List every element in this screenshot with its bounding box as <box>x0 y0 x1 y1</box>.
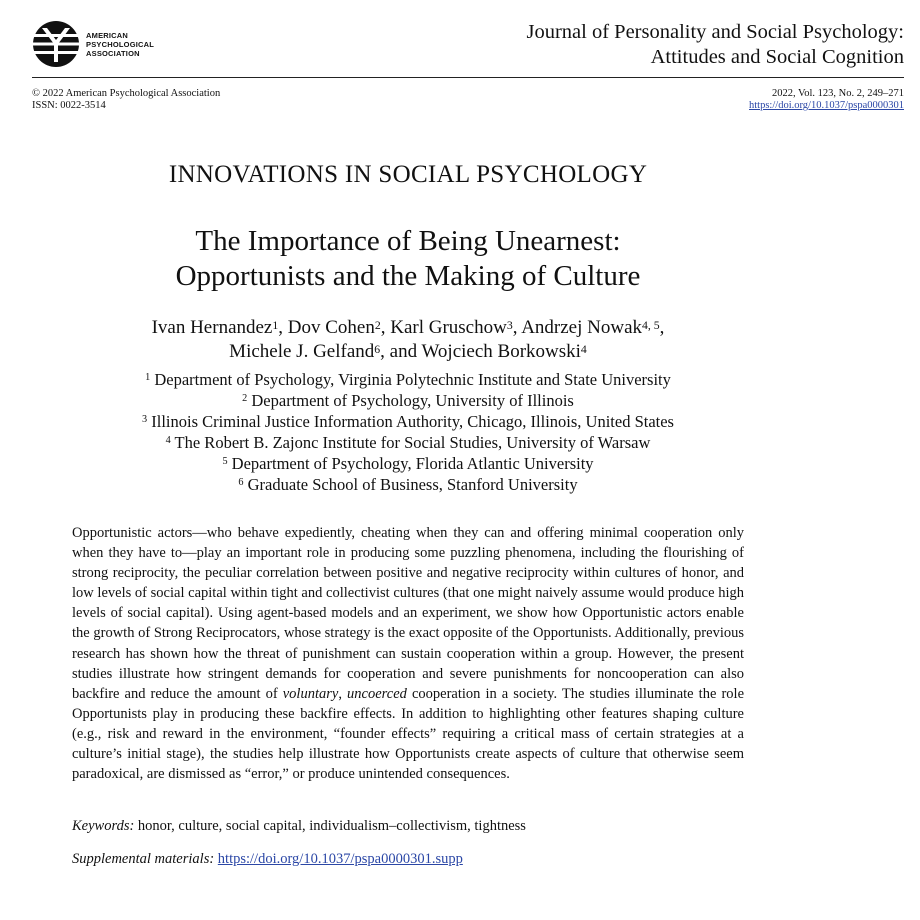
author-affil-marker: 1 <box>272 319 279 332</box>
affiliation-text: Graduate School of Business, Stanford University <box>247 475 578 494</box>
author-name: Andrzej Nowak <box>521 317 643 338</box>
abstract-text-part1: Opportunistic actors—who behave expediently, cheating when they can and offering minimal cooperation only when they have to—play an important role in producing some puzzling phenomena, including the flourishing of strong reciprocity, the peculiar correlation between positive and negative reciprocity within cultures of honor, and low levels of social capital within tight and collectivist cultures (that one might naively assume would produce high levels of social capital). Using agent-based models and an experiment, we show how Opportunistic actors enable the growth of Strong Reciprocators, whose strategy is the exact opposite of the Opportunists. Additionally, previous research has shown how the threat of punishment can sustain cooperation within a group. However, the present studies illustrate how stringent demands for cooperation and severe punishments for noncooperation can also backfire and reduce the amount of <box>72 525 744 702</box>
affiliation-text: Department of Psychology, Virginia Polytechnic Institute and State University <box>154 370 671 389</box>
affiliation-item <box>0 474 816 495</box>
publisher-name <box>86 31 154 58</box>
author-name: Ivan Hernandez <box>151 317 273 338</box>
journal-title-line2: Attitudes and Social Cognition <box>650 46 904 68</box>
affiliation-marker: 3 <box>142 414 148 425</box>
article-title <box>0 224 816 294</box>
abstract-separator: , <box>338 685 348 702</box>
supplemental-link[interactable]: https://doi.org/10.1037/pspa0000301.supp <box>217 851 463 867</box>
abstract-emphasis-uncoerced: uncoerced <box>347 685 407 702</box>
abstract <box>72 523 744 784</box>
publisher-name-line: ASSOCIATION <box>86 48 140 58</box>
abstract-emphasis-voluntary: voluntary <box>282 685 339 702</box>
affiliation-text: Department of Psychology, University of Illinois <box>251 391 574 410</box>
publisher-logo <box>32 20 154 68</box>
supplemental-label: Supplemental materials: <box>72 851 215 867</box>
affiliation-marker: 2 <box>242 393 248 404</box>
abstract-text-part2: cooperation in a society. The studies illuminate the role Opportunists play in producing these backfire effects. In addition to highlighting other features shaping culture (e.g., risk and reward in the environment, “founder effects” requiring a critical mass of certain strategies at a culture’s initial stage), the studies help illustrate how Opportunists create aspects of culture that otherwise seem paradoxical, are dismissed as “error,” or produce unintended consequences. <box>72 685 745 783</box>
author-line-2 <box>0 340 816 364</box>
author-separator: , <box>659 317 665 338</box>
affiliation-list <box>0 369 816 495</box>
author-affil-marker: 4, 5 <box>642 319 660 332</box>
affiliation-marker: 1 <box>145 372 151 383</box>
author-separator: , and <box>380 341 422 362</box>
keywords-label: Keywords: <box>72 818 135 834</box>
affiliation-item <box>0 411 816 432</box>
publisher-name-line: AMERICAN <box>86 30 129 40</box>
author-list <box>0 316 816 364</box>
author-affil-marker: 4 <box>580 343 587 356</box>
author-affil-marker: 3 <box>506 319 513 332</box>
citation-text: 2022, Vol. 123, No. 2, 249–271 <box>771 88 904 99</box>
article-title-line2: Opportunists and the Making of Culture <box>175 260 641 292</box>
copyright-text: © 2022 American Psychological Association <box>32 88 221 99</box>
affiliation-item <box>0 390 816 411</box>
header-rule <box>32 77 904 78</box>
affiliation-item <box>0 432 816 453</box>
affiliation-item <box>0 369 816 390</box>
citation-block <box>749 88 904 112</box>
author-affil-marker: 6 <box>374 343 381 356</box>
affiliation-text: Department of Psychology, Florida Atlantic University <box>231 454 594 473</box>
doi-link[interactable]: https://doi.org/10.1037/pspa0000301 <box>749 100 904 111</box>
article-title-line1: The Importance of Being Unearnest: <box>195 225 621 257</box>
author-affil-marker: 2 <box>374 319 381 332</box>
affiliation-marker: 5 <box>222 456 228 467</box>
journal-title <box>527 20 905 70</box>
affiliation-marker: 4 <box>165 435 171 446</box>
supplemental-materials <box>72 849 744 869</box>
author-separator: , <box>278 317 288 338</box>
affiliation-marker: 6 <box>238 477 244 488</box>
publisher-name-line: PSYCHOLOGICAL <box>86 39 155 49</box>
affiliation-item <box>0 453 816 474</box>
author-separator: , <box>512 317 522 338</box>
author-line-1 <box>0 316 816 340</box>
copyright-block <box>32 88 220 112</box>
keywords <box>72 816 744 836</box>
issn-text: ISSN: 0022-3514 <box>32 100 106 111</box>
affiliation-text: Illinois Criminal Justice Information Authority, Chicago, Illinois, United States <box>151 412 674 431</box>
author-name: Michele J. Gelfand <box>229 341 375 362</box>
author-name: Wojciech Borkowski <box>421 341 581 362</box>
journal-title-line1: Journal of Personality and Social Psychology: <box>526 21 904 43</box>
author-name: Dov Cohen <box>287 317 375 338</box>
keywords-text: honor, culture, social capital, individualism–collectivism, tightness <box>134 818 526 834</box>
affiliation-text: The Robert B. Zajonc Institute for Social Studies, University of Warsaw <box>174 433 651 452</box>
author-separator: , <box>380 317 391 338</box>
section-heading: INNOVATIONS IN SOCIAL PSYCHOLOGY <box>168 161 648 188</box>
apa-logo-icon <box>32 20 80 68</box>
author-name: Karl Gruschow <box>390 317 507 338</box>
